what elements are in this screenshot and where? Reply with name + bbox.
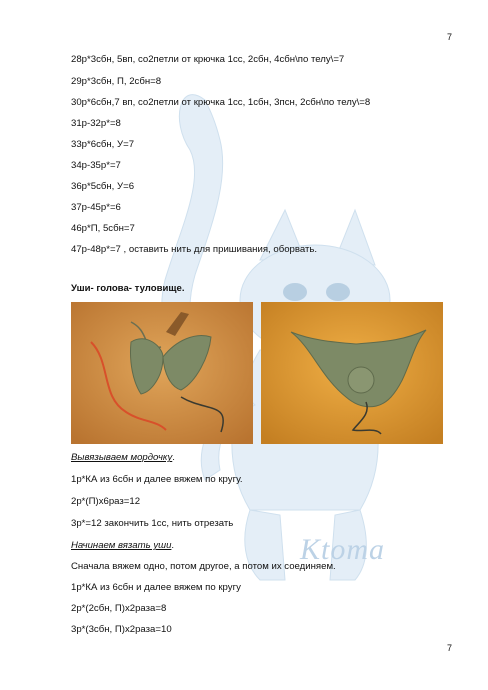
ears-heading-text: Начинаем вязать уши (71, 540, 172, 551)
ears-row: 3р*(3сбн, П)х2раза=10 (71, 624, 172, 635)
muzzle-heading (71, 452, 175, 463)
pattern-row: 37р-45р*=6 (71, 202, 121, 213)
pattern-row: 34р-35р*=7 (71, 160, 121, 171)
ears-row: 2р*(2сбн, П)х2раза=8 (71, 603, 167, 614)
pattern-row: 33р*6сбн, У=7 (71, 139, 135, 150)
page-number-bottom: 7 (447, 643, 453, 653)
muzzle-row: 1р*КА из 6сбн и далее вяжем по кругу. (71, 474, 243, 485)
pattern-row: 47р-48р*=7 , оставить нить для пришивания, оборвать. (71, 244, 318, 255)
pattern-row: 31р-32р*=8 (71, 118, 121, 129)
pattern-row: 46р*П, 5сбн=7 (71, 223, 135, 234)
page-number-top: 7 (447, 32, 453, 42)
pattern-row: 29р*3сбн, П, 2сбн=8 (71, 76, 162, 87)
ears-heading-suffix: . (171, 540, 175, 551)
watermark-logo-text: Ktoma (300, 533, 386, 566)
muzzle-heading-suffix: . (172, 452, 175, 463)
pattern-row: 28р*3сбн, 5вп, со2петли от крючка 1сс, 2сбн, 4сбн\по телу\=7 (71, 54, 345, 65)
pattern-row: 30р*6сбн,7 вп, со2петли от крючка 1сс, 1сбн, 3псн, 2сбн\по телу\=8 (71, 97, 371, 108)
ears-row: 1р*КА из 6сбн и далее вяжем по кругу (71, 582, 241, 593)
pattern-row: 36р*5сбн, У=6 (71, 181, 135, 192)
crochet-head-photo (261, 302, 443, 444)
section-heading: Уши- голова- туловище. (71, 283, 185, 294)
muzzle-row: 2р*(П)х6раз=12 (71, 496, 141, 507)
ears-heading (71, 540, 174, 551)
muzzle-heading-text: Вывязываем мордочку (71, 452, 173, 463)
muzzle-row: 3р*=12 закончить 1сс, нить отрезать (71, 518, 234, 529)
ears-row: Сначала вяжем одно, потом другое, а потом их соединяем. (71, 561, 336, 572)
crochet-ears-photo (71, 302, 253, 444)
